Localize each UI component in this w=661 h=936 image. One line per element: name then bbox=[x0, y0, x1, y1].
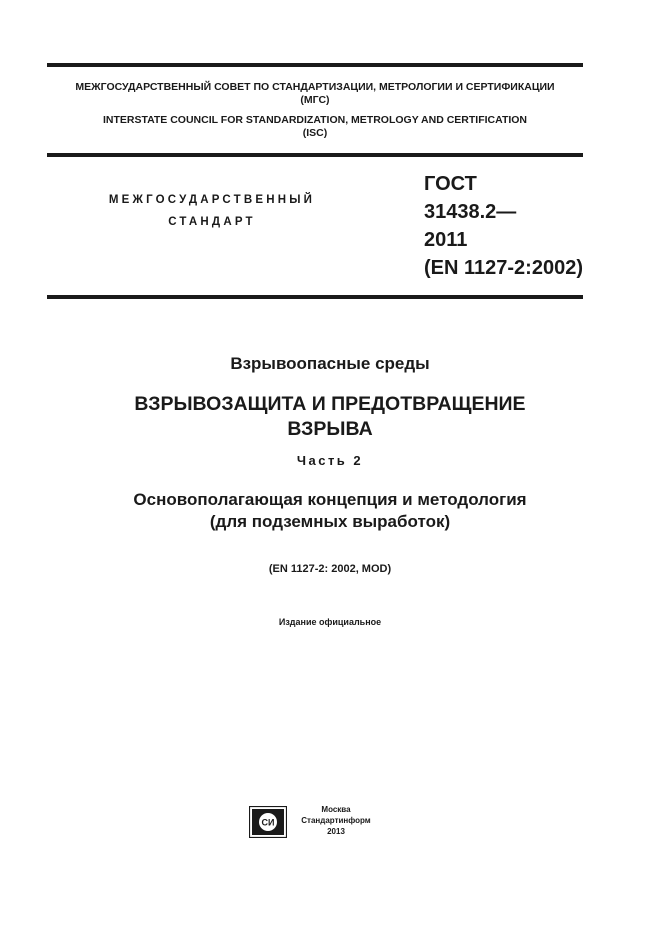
top-rule bbox=[47, 63, 583, 67]
standard-code bbox=[424, 170, 583, 282]
svg-text:СИ: СИ bbox=[261, 817, 275, 828]
standard-code-line1: ГОСТ bbox=[424, 173, 477, 195]
main-title-line2: ВЗРЫВА bbox=[287, 418, 373, 440]
subtitle-line2: (для подземных выработок) bbox=[209, 512, 451, 531]
publisher-city: Москва bbox=[321, 805, 351, 814]
standard-code-line2: 31438.2— bbox=[424, 201, 517, 223]
main-title-line1: ВЗРЫВОЗАЩИТА И ПРЕДОТВРАЩЕНИЕ bbox=[134, 393, 526, 415]
council-en-line1: INTERSTATE COUNCIL FOR STANDARDIZATION, METROLOGY AND CERTIFICATION bbox=[102, 114, 528, 126]
subject-title: Взрывоопасные среды bbox=[230, 354, 430, 373]
publisher-name: Стандартинформ bbox=[301, 816, 371, 825]
council-ru-line1: МЕЖГОСУДАРСТВЕННЫЙ СОВЕТ ПО СТАНДАРТИЗАЦИИ, МЕТРОЛОГИИ И СЕРТИФИКАЦИИ bbox=[75, 81, 555, 93]
council-ru-line2: (МГС) bbox=[300, 94, 330, 106]
standartinform-logo-icon bbox=[249, 806, 287, 838]
publisher-year: 2013 bbox=[327, 827, 345, 836]
part-label: Часть 2 bbox=[296, 453, 364, 468]
standard-label-line1: МЕЖГОСУДАРСТВЕННЫЙ bbox=[108, 194, 316, 206]
standard-label-line2: СТАНДАРТ bbox=[168, 216, 256, 228]
main-title bbox=[47, 392, 613, 442]
standard-code-line3: 2011 bbox=[424, 229, 468, 251]
subtitle bbox=[47, 489, 613, 533]
council-en bbox=[47, 114, 583, 140]
edition: Издание официальное bbox=[278, 617, 382, 627]
publisher-info bbox=[290, 804, 382, 837]
standard-label bbox=[47, 189, 377, 233]
bottom-rule bbox=[47, 295, 583, 299]
reference: (EN 1127-2: 2002, MOD) bbox=[268, 563, 392, 575]
subtitle-line1: Основополагающая концепция и методология bbox=[133, 490, 527, 509]
council-ru bbox=[47, 81, 583, 107]
council-en-line2: (ISC) bbox=[302, 127, 328, 139]
standard-code-line4: (EN 1127-2:2002) bbox=[424, 257, 583, 279]
middle-rule bbox=[47, 153, 583, 157]
